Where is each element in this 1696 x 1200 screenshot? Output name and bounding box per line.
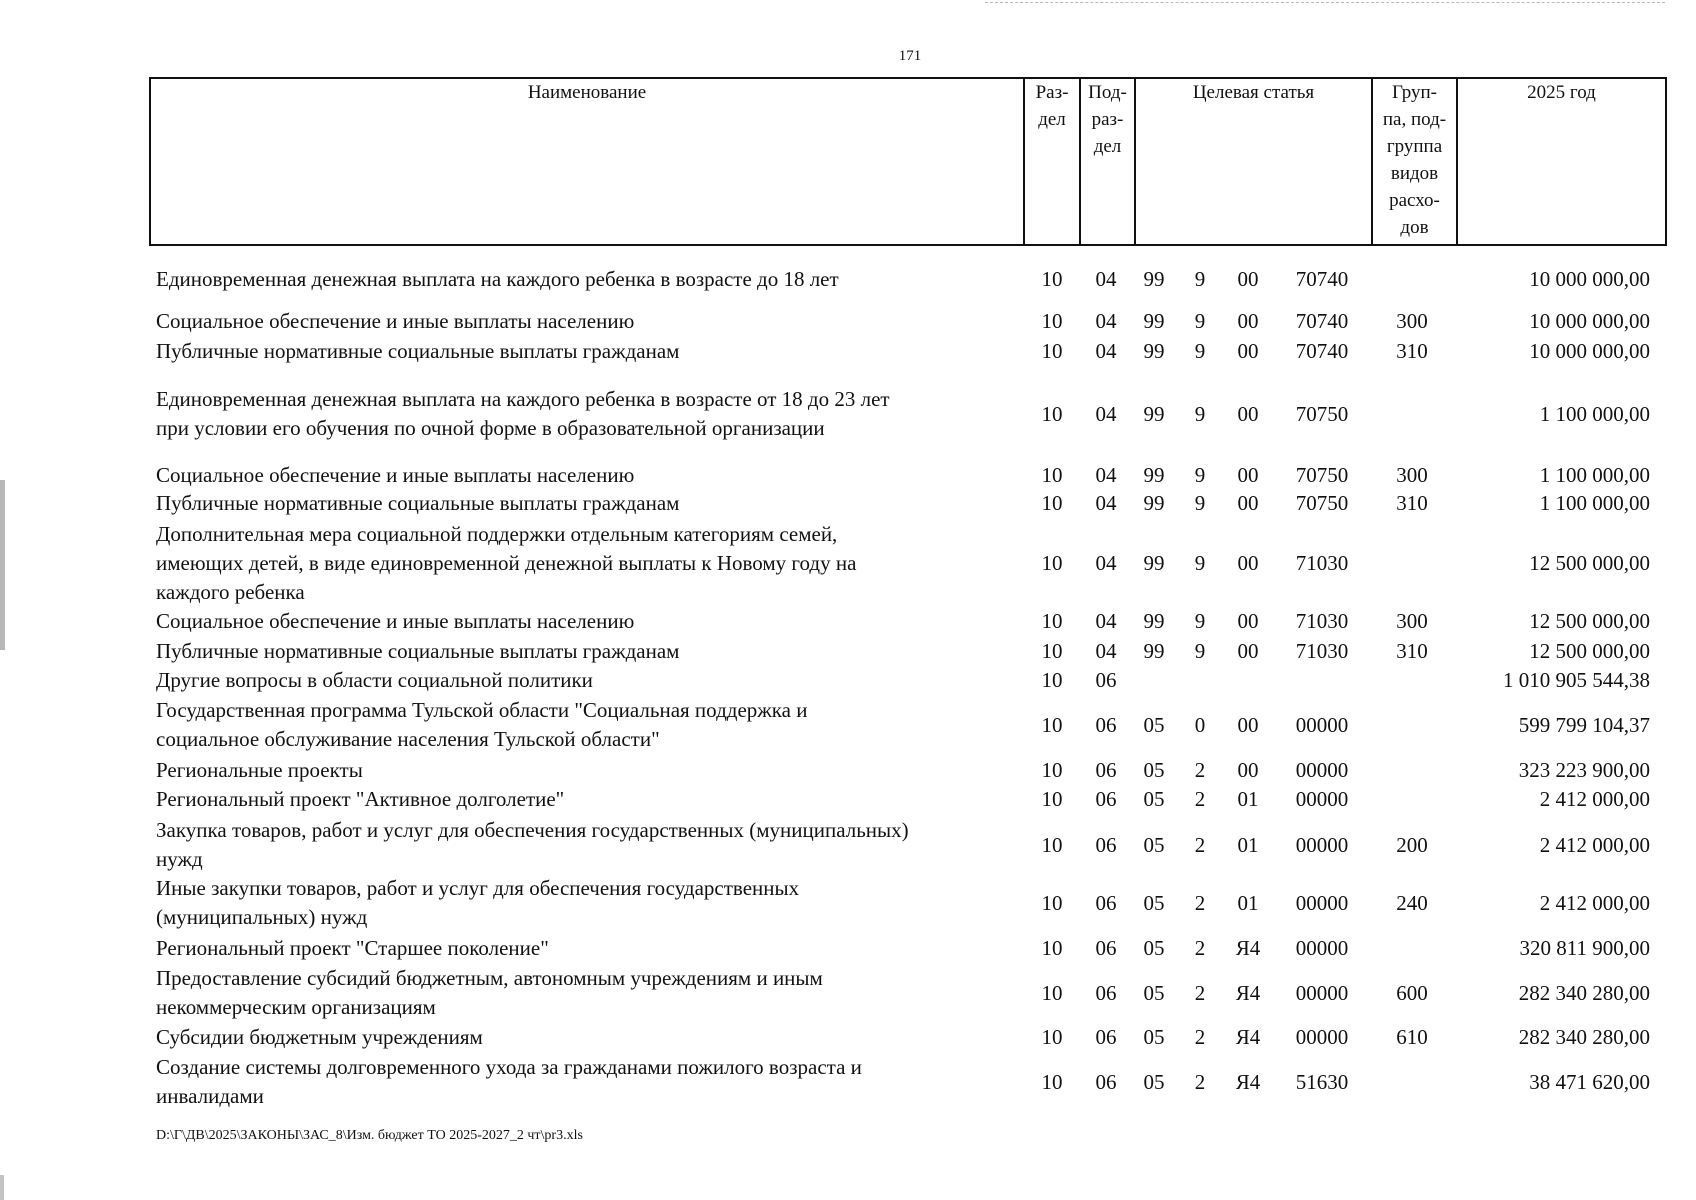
header-group-line: дов: [1400, 217, 1429, 238]
row-name: [156, 1052, 1026, 1112]
row-name-line: Социальное обеспечение и иные выплаты населению: [156, 308, 635, 333]
row-code-grp: 240: [1396, 890, 1428, 915]
row-name-line: Региональный проект "Старшее поколение": [156, 935, 549, 960]
row-code-t3: 00: [1237, 638, 1259, 663]
row-code-grp: 310: [1396, 338, 1428, 363]
row-code-pr: 04: [1095, 266, 1117, 291]
row-amount: 1 100 000,00: [1539, 490, 1650, 515]
row-code-t1: 05: [1143, 712, 1165, 737]
row-amount: 599 799 104,37: [1518, 712, 1650, 737]
table-row: [0, 460, 1696, 490]
row-code-rz: 10: [1041, 608, 1063, 633]
row-code-t4: 71030: [1295, 608, 1349, 633]
row-code-grp: 310: [1396, 638, 1428, 663]
row-code-t3: Я4: [1235, 935, 1261, 960]
row-code-t1: 05: [1143, 757, 1165, 782]
row-name-line: (муниципальных) нужд: [156, 905, 368, 929]
row-code-t2: [1188, 665, 1212, 695]
row-amount: 1 100 000,00: [1539, 462, 1650, 487]
row-code-t2: 2: [1194, 980, 1206, 1005]
row-code-t3: Я4: [1235, 1024, 1261, 1049]
row-code-t1: 99: [1143, 462, 1165, 487]
row-amount: 10 000 000,00: [1529, 338, 1650, 363]
row-code-pr: 06: [1095, 980, 1117, 1005]
row-code-t4: 71030: [1295, 638, 1349, 663]
row-code-pr: 06: [1095, 935, 1117, 960]
file-path-footer: D:\Г\ДВ\2025\ЗАКОНЫ\ЗАС_8\Изм. бюджет ТО 2025-2027_2 чт\pr3.xls: [156, 1128, 583, 1143]
table-row: [0, 963, 1696, 1023]
row-code-t2: 9: [1194, 338, 1206, 363]
row-code-t1: 99: [1143, 308, 1165, 333]
row-name-line: нужд: [156, 847, 203, 871]
header-name-label: Наименование: [527, 82, 647, 103]
table-row: [0, 784, 1696, 814]
row-name: [156, 520, 1026, 606]
row-name: [156, 933, 1026, 963]
row-name-line: Государственная программа Тульской области "Социальная поддержка и: [156, 698, 808, 722]
row-name-line: Закупка товаров, работ и услуг для обеспечения государственных (муниципальных): [156, 818, 909, 842]
row-code-rz: 10: [1041, 1024, 1063, 1049]
row-code-t2: 9: [1194, 462, 1206, 487]
row-code-grp: 300: [1396, 308, 1428, 333]
header-group-line: видов: [1390, 163, 1439, 184]
row-code-t1: 05: [1143, 786, 1165, 811]
row-code-t1: 05: [1143, 890, 1165, 915]
row-code-rz: 10: [1041, 401, 1063, 426]
row-code-t2: 2: [1194, 1069, 1206, 1094]
row-name-line: Региональный проект "Активное долголетие": [156, 786, 565, 811]
row-code-t2: 2: [1194, 1024, 1206, 1049]
header-year-label: 2025 год: [1527, 82, 1596, 103]
header-podrazdel-line: дел: [1093, 136, 1122, 157]
row-code-grp: 600: [1396, 980, 1428, 1005]
row-code-pr: 04: [1095, 638, 1117, 663]
row-code-rz: 10: [1041, 832, 1063, 857]
row-code-t3: [1228, 665, 1268, 695]
table-row: [0, 306, 1696, 336]
table-row: [0, 815, 1696, 875]
row-code-t2: 2: [1194, 786, 1206, 811]
row-code-t3: 00: [1237, 266, 1259, 291]
row-code-t1: 99: [1143, 490, 1165, 515]
row-code-t3: 00: [1237, 401, 1259, 426]
row-name-line: Другие вопросы в области социальной политики: [156, 667, 593, 692]
row-code-rz: 10: [1041, 757, 1063, 782]
table-row: [0, 606, 1696, 636]
row-code-t1: [1134, 665, 1174, 695]
row-code-t2: 9: [1194, 266, 1206, 291]
row-amount: 320 811 900,00: [1519, 935, 1650, 960]
row-code-t4: 70750: [1295, 490, 1349, 515]
row-name: [156, 784, 1026, 814]
header-podrazdel-line: раз-: [1091, 109, 1124, 130]
row-code-t3: 00: [1237, 308, 1259, 333]
row-name: [156, 665, 1026, 695]
row-code-t2: 2: [1194, 757, 1206, 782]
row-code-rz: 10: [1041, 712, 1063, 737]
row-name: [156, 695, 1026, 755]
row-code-t4: 00000: [1295, 980, 1349, 1005]
row-name: [156, 963, 1026, 1023]
row-code-t4: 70740: [1295, 266, 1349, 291]
row-code-grp: 300: [1396, 608, 1428, 633]
row-code-t4: 00000: [1295, 786, 1349, 811]
header-razdel-line: дел: [1038, 109, 1066, 130]
row-code-pr: 06: [1095, 832, 1117, 857]
row-code-t3: 01: [1237, 890, 1259, 915]
header-group-line: расхо-: [1389, 190, 1440, 211]
row-code-t4: 70740: [1295, 308, 1349, 333]
row-code-t4: 00000: [1295, 832, 1349, 857]
row-code-t3: 00: [1237, 712, 1259, 737]
row-code-rz: 10: [1041, 935, 1063, 960]
row-name: [156, 873, 1026, 933]
row-code-t2: 9: [1194, 490, 1206, 515]
row-code-t4: 70740: [1295, 338, 1349, 363]
row-code-t2: 9: [1194, 550, 1206, 575]
row-code-rz: 10: [1041, 462, 1063, 487]
row-amount: 1 010 905 544,38: [1503, 667, 1650, 692]
row-code-pr: 06: [1095, 712, 1117, 737]
row-name: [156, 460, 1026, 490]
row-name-line: социальное обслуживание населения Тульской области": [156, 727, 660, 751]
table-row: [0, 520, 1696, 606]
row-code-pr: 04: [1095, 338, 1117, 363]
row-name: [156, 488, 1026, 518]
row-code-pr: 04: [1095, 462, 1117, 487]
row-code-rz: 10: [1041, 1069, 1063, 1094]
row-code-t1: 99: [1143, 338, 1165, 363]
row-code-t1: 99: [1143, 608, 1165, 633]
row-code-rz: 10: [1041, 786, 1063, 811]
row-name: [156, 606, 1026, 636]
row-code-rz: 10: [1041, 638, 1063, 663]
row-name-line: инвалидами: [156, 1084, 264, 1108]
row-code-rz: 10: [1041, 667, 1063, 692]
row-code-pr: 06: [1095, 757, 1117, 782]
page-number: 171: [898, 48, 922, 64]
row-name-line: некоммерческим организациям: [156, 995, 436, 1019]
row-code-t4: 51630: [1295, 1069, 1349, 1094]
row-code-rz: 10: [1041, 980, 1063, 1005]
row-code-t4: 00000: [1295, 935, 1349, 960]
table-row: [0, 336, 1696, 366]
row-code-t1: 05: [1143, 1069, 1165, 1094]
row-amount: 282 340 280,00: [1518, 980, 1650, 1005]
row-code-t2: 9: [1194, 608, 1206, 633]
row-code-t2: 2: [1194, 935, 1206, 960]
row-amount: 12 500 000,00: [1529, 608, 1650, 633]
table-row: [0, 933, 1696, 963]
row-name-line: Региональные проекты: [156, 757, 363, 782]
row-amount: 2 412 000,00: [1539, 890, 1650, 915]
row-code-t2: 9: [1194, 638, 1206, 663]
row-code-t3: 01: [1237, 786, 1259, 811]
row-code-t1: 05: [1143, 935, 1165, 960]
row-name: [156, 755, 1026, 785]
row-name: [156, 306, 1026, 336]
row-code-t4: [1287, 665, 1357, 695]
row-name-line: Публичные нормативные социальные выплаты гражданам: [156, 490, 680, 515]
row-code-rz: 10: [1041, 266, 1063, 291]
row-code-t2: 0: [1194, 712, 1206, 737]
row-amount: 12 500 000,00: [1529, 638, 1650, 663]
row-code-t1: 05: [1143, 832, 1165, 857]
row-code-t1: 99: [1143, 266, 1165, 291]
row-code-t3: 00: [1237, 608, 1259, 633]
row-code-rz: 10: [1041, 338, 1063, 363]
row-code-t3: 00: [1237, 550, 1259, 575]
table-row: [0, 488, 1696, 518]
row-code-grp: 610: [1396, 1024, 1428, 1049]
row-amount: 1 100 000,00: [1539, 401, 1650, 426]
row-amount: 282 340 280,00: [1518, 1024, 1650, 1049]
row-name: [156, 380, 1026, 448]
row-code-pr: 04: [1095, 308, 1117, 333]
row-code-pr: 06: [1095, 1069, 1117, 1094]
row-name: [156, 1022, 1026, 1052]
row-code-t4: 71030: [1295, 550, 1349, 575]
row-amount: 10 000 000,00: [1529, 266, 1650, 291]
row-code-pr: 04: [1095, 608, 1117, 633]
row-code-t2: 9: [1194, 401, 1206, 426]
row-name-line: имеющих детей, в виде единовременной денежной выплаты к Новому году на: [156, 550, 857, 575]
row-code-t1: 05: [1143, 980, 1165, 1005]
row-code-t4: 70750: [1295, 462, 1349, 487]
row-code-rz: 10: [1041, 890, 1063, 915]
row-code-t3: 01: [1237, 832, 1259, 857]
row-code-grp: 310: [1396, 490, 1428, 515]
row-amount: 38 471 620,00: [1529, 1069, 1650, 1094]
header-razdel-line: Раз-: [1035, 82, 1069, 103]
row-name-line: Субсидии бюджетным учреждениям: [156, 1024, 483, 1049]
table-row: [0, 665, 1696, 695]
row-name-line: Предоставление субсидий бюджетным, автономным учреждениям и иным: [156, 966, 823, 990]
row-code-t3: Я4: [1235, 1069, 1261, 1094]
row-name-line: Публичные нормативные социальные выплаты гражданам: [156, 338, 680, 363]
row-name: [156, 815, 1026, 875]
row-code-t3: 00: [1237, 757, 1259, 782]
table-row: [0, 755, 1696, 785]
row-code-t3: Я4: [1235, 980, 1261, 1005]
row-code-pr: 06: [1095, 667, 1117, 692]
row-name: [156, 262, 1026, 296]
row-code-pr: 04: [1095, 490, 1117, 515]
row-name-line: каждого ребенка: [156, 579, 305, 604]
row-code-pr: 04: [1095, 401, 1117, 426]
row-code-t1: 05: [1143, 1024, 1165, 1049]
row-name-line: Создание системы долговременного ухода за гражданами пожилого возраста и: [156, 1055, 862, 1079]
row-name-line: Иные закупки товаров, работ и услуг для обеспечения государственных: [156, 876, 800, 900]
row-code-t4: 70750: [1295, 401, 1349, 426]
row-code-t2: 9: [1194, 308, 1206, 333]
row-code-t4: 00000: [1295, 712, 1349, 737]
row-code-pr: 06: [1095, 1024, 1117, 1049]
table-row: [0, 636, 1696, 666]
row-name-line: Социальное обеспечение и иные выплаты населению: [156, 462, 635, 487]
row-code-t4: 00000: [1295, 757, 1349, 782]
header-group-line: группа: [1386, 136, 1443, 157]
row-name-line: Социальное обеспечение и иные выплаты населению: [156, 608, 635, 633]
row-code-t4: 00000: [1295, 890, 1349, 915]
row-code-rz: 10: [1041, 550, 1063, 575]
row-amount: 12 500 000,00: [1529, 550, 1650, 575]
row-amount: 323 223 900,00: [1518, 757, 1650, 782]
row-code-t3: 00: [1237, 462, 1259, 487]
table-row: [0, 873, 1696, 933]
row-code-t1: 99: [1143, 550, 1165, 575]
row-code-grp: 300: [1396, 462, 1428, 487]
row-code-t1: 99: [1143, 401, 1165, 426]
row-code-pr: 06: [1095, 890, 1117, 915]
row-code-t2: 2: [1194, 890, 1206, 915]
table-row: [0, 1052, 1696, 1112]
row-name: [156, 636, 1026, 666]
header-group-line: Груп-: [1391, 82, 1438, 103]
row-name: [156, 336, 1026, 366]
row-name-line: Дополнительная мера социальной поддержки отдельным категориям семей,: [156, 521, 838, 546]
row-code-grp: 200: [1396, 832, 1428, 857]
row-amount: 2 412 000,00: [1539, 786, 1650, 811]
header-target-label: Целевая статья: [1192, 82, 1315, 103]
row-code-t3: 00: [1237, 338, 1259, 363]
table-row: [0, 262, 1696, 296]
row-amount: 10 000 000,00: [1529, 308, 1650, 333]
row-code-t3: 00: [1237, 490, 1259, 515]
row-name-line: при условии его обучения по очной форме в образовательной организации: [156, 416, 825, 440]
row-amount: 2 412 000,00: [1539, 832, 1650, 857]
row-code-t1: 99: [1143, 638, 1165, 663]
row-code-rz: 10: [1041, 490, 1063, 515]
row-code-t4: 00000: [1295, 1024, 1349, 1049]
table-row: [0, 1022, 1696, 1052]
row-name-line: Публичные нормативные социальные выплаты гражданам: [156, 638, 680, 663]
row-code-t2: 2: [1194, 832, 1206, 857]
row-code-pr: 04: [1095, 550, 1117, 575]
header-podrazdel-line: Под-: [1088, 82, 1127, 103]
table-row: [0, 695, 1696, 755]
row-name-line: Единовременная денежная выплата на каждого ребенка в возрасте до 18 лет: [156, 266, 839, 291]
row-name-line: Единовременная денежная выплата на каждого ребенка в возрасте от 18 до 23 лет: [156, 387, 890, 411]
table-row: [0, 380, 1696, 448]
row-code-pr: 06: [1095, 786, 1117, 811]
header-group-line: па, под-: [1382, 109, 1447, 130]
row-code-rz: 10: [1041, 308, 1063, 333]
